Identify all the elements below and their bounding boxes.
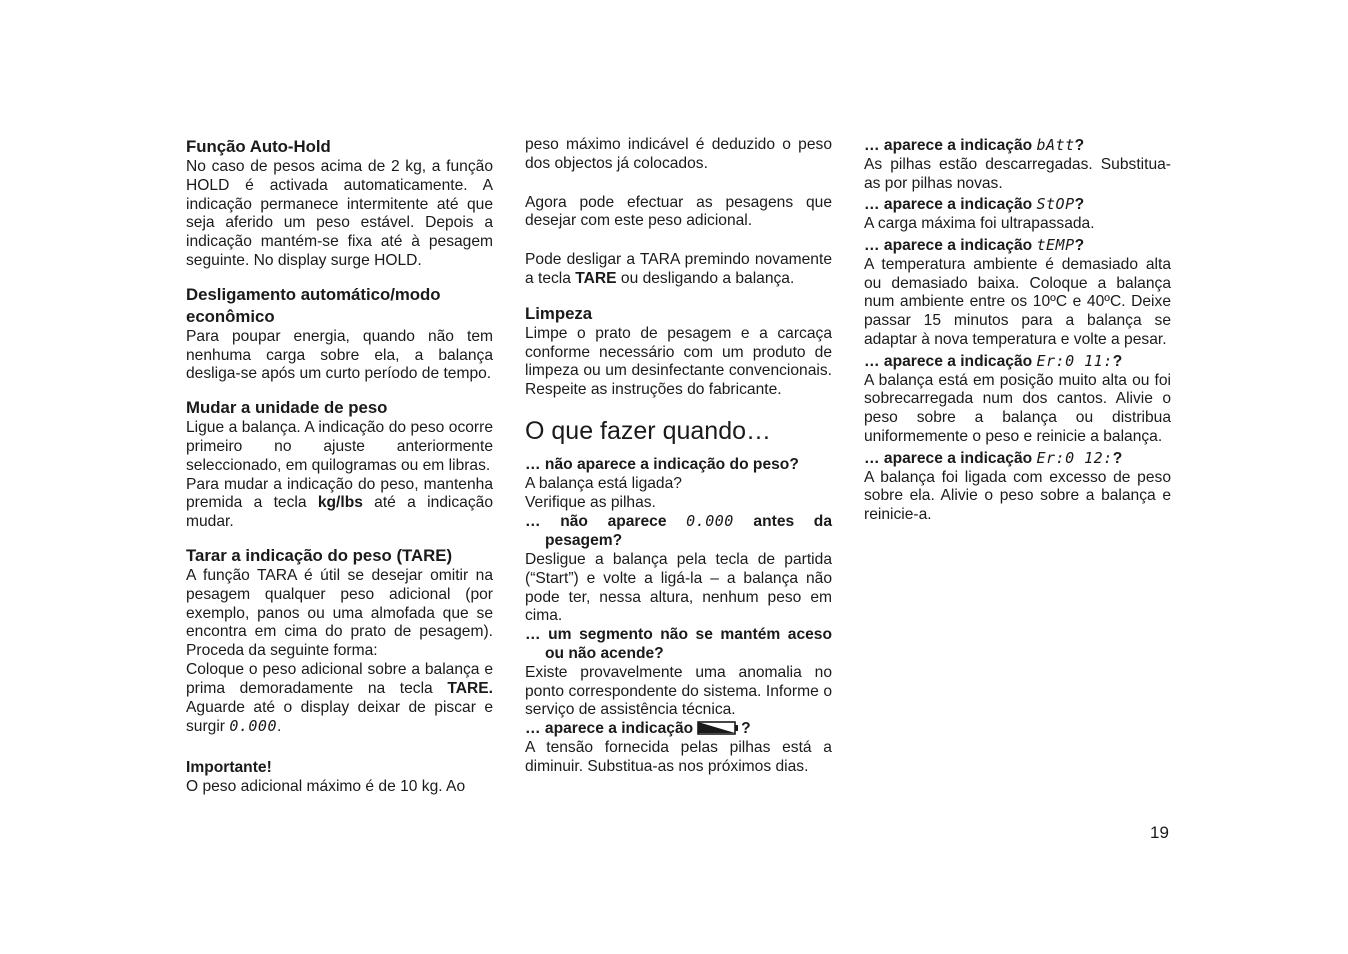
lcd-er011-display: Er:0 11: (1036, 351, 1113, 370)
answer-stop: A carga máxima foi ultrapassada. (864, 215, 1095, 233)
answer-temp: A temperatura ambiente é demasiado alta ou demasiado baixa. Coloque a balança num ambiente entre os 10ºC e 40ºC. Deixe passar 15 minutos para a balança se adaptar à nova temperatura e volte a pesar. (864, 255, 1171, 348)
column-middle (525, 136, 832, 777)
answer-no-weight-2: Verifique as pilhas. (525, 493, 656, 511)
question-no-zero: … não aparece 0.000 antes da pesagem? (525, 512, 832, 550)
question-low-battery: … aparece a indicação ? (525, 720, 751, 738)
question-temp: … aparece a indicação tEMP? (864, 235, 1085, 254)
text-tare-off: Pode desligar a TARA premindo novamente a tecla TARE ou desligando a balança. (525, 251, 832, 287)
text-unit: Ligue a balança. A indicação do peso ocorre primeiro no ajuste anteriormente seleccionado, em quilogramas ou em libras. (186, 419, 493, 474)
lcd-stop-display: StOP (1036, 195, 1075, 214)
text-unit-change: Para mudar a indicação do peso, mantenha premida a tecla kg/lbs até a indicação mudar. (186, 475, 493, 531)
question-stop: … aparece a indicação StOP? (864, 195, 1085, 214)
column-left (186, 136, 493, 797)
lcd-er012-display: Er:0 12: (1036, 448, 1113, 467)
heading-unit: Mudar a unidade de peso (186, 398, 388, 418)
answer-batt: As pilhas estão descarregadas. Substitua-as por pilhas novas. (864, 155, 1171, 192)
text-max-weight: peso máximo indicável é deduzido o peso dos objectos já colocados. (525, 136, 832, 172)
heading-auto-off: Desligamento automático/modo econômico (186, 284, 441, 326)
lcd-batt-display: bAtt (1036, 136, 1075, 154)
lcd-zero-display: 0.000 (686, 512, 734, 531)
answer-low-battery: A tensão fornecida pelas pilhas está a diminuir. Substitua-as nos próximos dias. (525, 738, 832, 775)
column-right (864, 136, 1171, 525)
question-er011: … aparece a indicação Er:0 11:? (864, 351, 1123, 370)
answer-no-weight-1: A balança está ligada? (525, 474, 682, 492)
text-weigh-additional: Agora pode efectuar as pesagens que desejar com este peso adicional. (525, 193, 832, 230)
text-tare-intro: A função TARA é útil se desejar omitir na pesagem qualquer peso adicional (por exemplo, panos ou uma almofada que se encontra em cima do prato de pesagem). Proceda da seguinte forma: (186, 566, 493, 660)
lcd-zero-display: 0.000 (229, 717, 277, 736)
answer-segment: Existe provavelmente uma anomalia no ponto correspondente do sistema. Informe o serviço de assistência técnica. (525, 663, 832, 719)
text-auto-off: Para poupar energia, quando não tem nenhuma carga sobre ela, a balança desliga-se após um curto período de tempo. (186, 327, 493, 383)
heading-cleaning: Limpeza (525, 303, 593, 323)
heading-troubleshooting: O que fazer quando… (525, 416, 771, 445)
lcd-temp-display: tEMP (1036, 235, 1075, 254)
answer-er011: A balança está em posição muito alta ou foi sobrecarregada num dos cantos. Alivie o peso sobre a balança ou distribua uniformemente o peso e reinicie a balança. (864, 371, 1171, 445)
heading-tare: Tarar a indicação do peso (TARE) (186, 545, 453, 565)
text-important: O peso adicional máximo é de 10 kg. Ao (186, 778, 466, 796)
question-batt: … aparece a indicação bAtt? (864, 136, 1085, 154)
battery-low-icon (697, 721, 739, 735)
answer-er012: A balança foi ligada com excesso de peso sobre ela. Alivie o peso sobre a balança e reinicie-a. (864, 468, 1171, 524)
text-tare-steps: Coloque o peso adicional sobre a balança e prima demoradamente na tecla TARE. Aguarde até o display deixar de piscar e surgir 0.000. (186, 660, 493, 736)
question-segment: … um segmento não se mantém aceso ou não acende? (525, 626, 832, 662)
question-er012: … aparece a indicação Er:0 12:? (864, 448, 1123, 467)
heading-auto-hold: Função Auto-Hold (186, 137, 331, 156)
text-auto-hold: No caso de pesos acima de 2 kg, a função HOLD é activada automaticamente. A indicação permanece intermitente até que seja aferido um peso estável. Depois a indicação mantém-se fixa até à pesagem seguinte. No display surge HOLD. (186, 158, 493, 269)
text-cleaning: Limpe o prato de pesagem e a carcaça conforme necessário com um produto de limpeza ou um desinfectante convencionais. Respeite as instruções do fabricante. (525, 324, 832, 399)
heading-important: Importante! (186, 759, 272, 777)
answer-no-zero: Desligue a balança pela tecla de partida (“Start”) e volte a ligá-la – a balança não pode ter, nessa altura, nenhum peso em cima. (525, 550, 832, 625)
page-number: 19 (1150, 823, 1169, 842)
question-no-weight: … não aparece a indicação do peso? (525, 455, 799, 473)
